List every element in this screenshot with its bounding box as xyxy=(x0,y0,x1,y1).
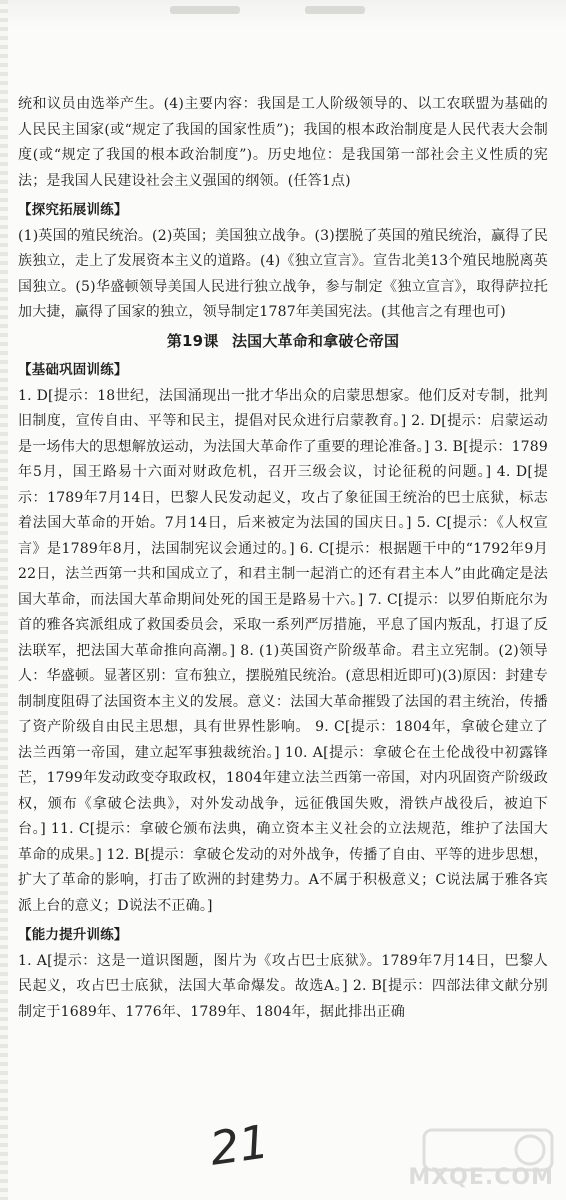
section-label-basic: 【基础巩固训练】 xyxy=(18,362,128,378)
watermark-logo xyxy=(408,1126,558,1196)
page-content xyxy=(18,92,548,1025)
section-explore-text: (1)英国的殖民统治。(2)英国；美国独立战争。(3)摆脱了英国的殖民统治，赢得了民族独立，走上了发展资本主义的道路。(4)《独立宣言》。宣告北美13个殖民地脱离英国独立。(5)华盛顿领导美国人民进行独立战争，参与制定《独立宣言》，取得萨拉托加大捷，赢得了国家的独立，领导制定1787年美国宪法。(其他言之有理也可) xyxy=(18,227,548,320)
section-basic-text: 1. D[提示：18世纪，法国涌现出一批才华出众的启蒙思想家。他们反对专制，批判旧制度，宣传自由、平等和民主，提倡对民众进行启蒙教育。] 2. D[提示：启蒙运动是一场伟大的思想解放运动，为法国大革命作了重要的理论准备。] 3. B[提示：1789年5月，国王路易十六面对财政危机，召开三级会议，讨论征税的问题。] 4. D[提示：1789年7月14日，巴黎人民发动起义，攻占了象征国王统治的巴士底狱，标志着法国大革命的开始。7月14日，后来被定为法国的国庆日。] 5. C[提示：《人权宣言》是1789年8月，法国制宪议会通过的。] 6. C[提示：根据题干中的“1792年9月22日，法兰西第一共和国成立了，和君主制一起消亡的还有君主本人”由此确定是法国大革命，而法国大革命期间处死的国王是路易十六。] 7. C[提示：以罗伯斯庇尔为首的雅各宾派组成了救国委员会，采取一系列严厉措施，平息了国内叛乱，打退了反法联军，把法国大革命推向高潮。] 8. (1)英国资产阶级革命。君主立宪制。(2)领导人：华盛顿。显著区别：宣布独立，摆脱殖民统治。(意思相近即可)(3)原因：封建专制制度阻碍了法国资本主义的发展。意义：法国大革命摧毁了法国的君主统治，传播了资产阶级自由民主思想，具有世界性影响。 9. C[提示：1804年，拿破仑建立了法兰西第一帝国，建立起军事独裁统治。] 10. A[提示：拿破仑在土伦战役中初露锋芒，1799年发动政变夺取政权，1804年建立法兰西第一帝国，对内巩固资产阶级政权，颁布《拿破仑法典》，对外发动战争，远征俄国失败，滑铁卢战役后，被迫下台。] 11. C[提示：拿破仑颁布法典，确立资本主义社会的立法规范，维护了法国大革命的成果。] 12. B[提示：拿破仑发动的对外战争，传播了自由、平等的进步思想，扩大了革命的影响，打击了欧洲的封建势力。A不属于积极意义；C说法属于雅各宾派上台的意义；D说法不正确。] xyxy=(18,387,548,914)
handwritten-page-number: 21 xyxy=(206,1114,273,1176)
section-ability-text: 1. A[提示：这是一道识图题，图片为《攻占巴士底狱》。1789年7月14日，巴黎人民起义，攻占巴士底狱，法国大革命爆发。故选A。] 2. B[提示：四部法律文献分别制定于1689年、1776年、1789年、1804年，据此排出正确 xyxy=(18,952,548,1020)
binding-edge xyxy=(0,0,8,1200)
watermark-text: MXQE.COM xyxy=(408,1165,554,1190)
scan-top-strip xyxy=(0,0,566,28)
section-label-ability: 【能力提升训练】 xyxy=(18,927,128,943)
lesson-title: 第19课 法国大革命和拿破仑帝国 xyxy=(166,331,400,350)
section-label-explore: 【探究拓展训练】 xyxy=(18,202,128,218)
intro-paragraph: 统和议员由选举产生。(4)主要内容：我国是工人阶级领导的、以工农联盟为基础的人民民主国家(或“规定了我国的国家性质”)；我国的根本政治制度是人民代表大会制度(或“规定了我国的根本政治制度”)。历史地位：是我国第一部社会主义性质的宪法；是我国人民建设社会主义强国的纲领。(任答1点) xyxy=(18,96,548,189)
